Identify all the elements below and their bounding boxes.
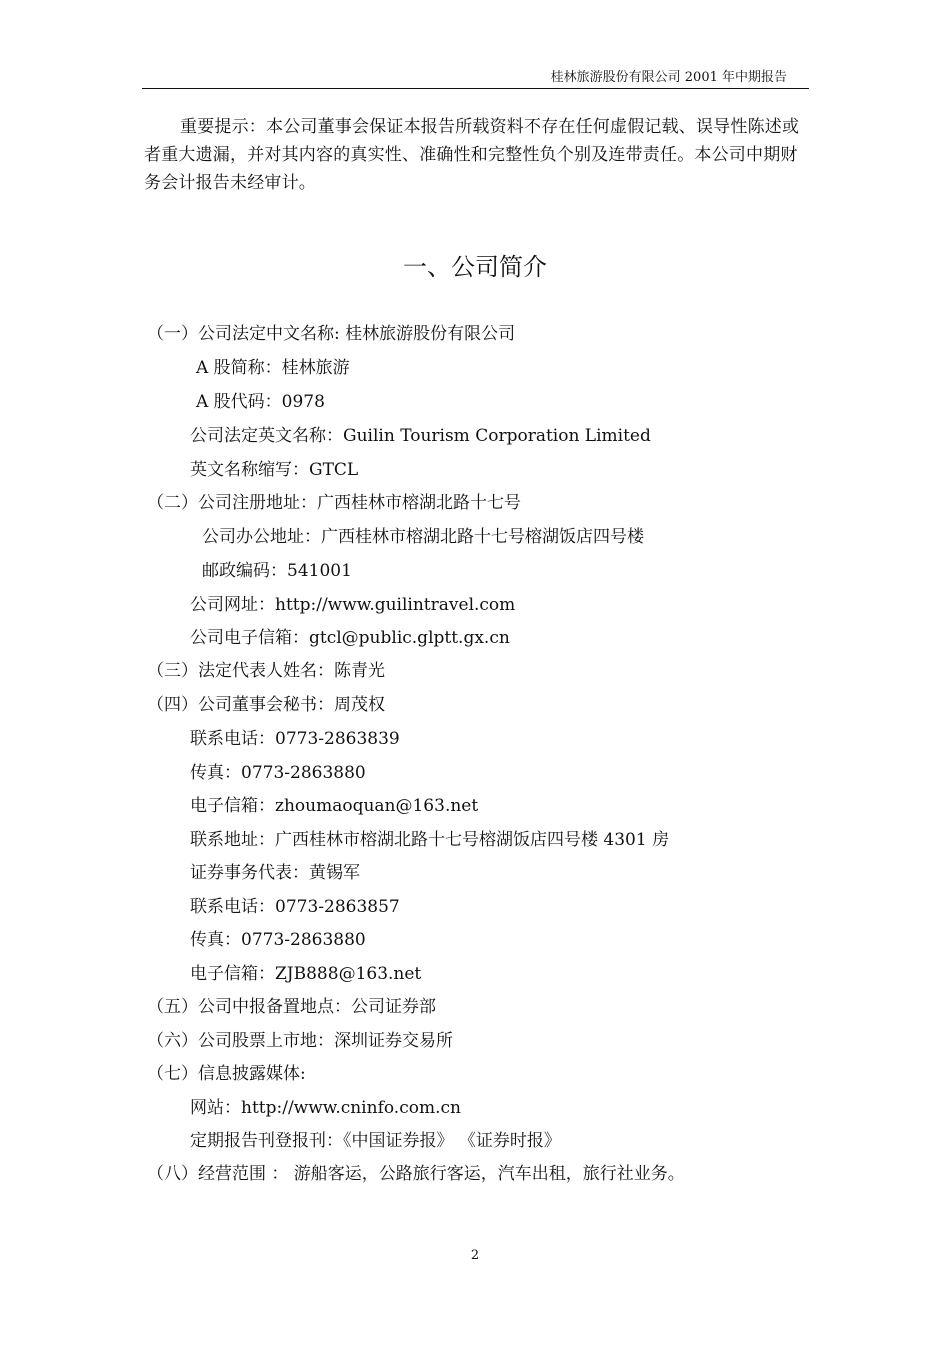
business-scope: （八）经营范围 ： 游船客运，公路旅行客运，汽车出租，旅行社业务。 [147,1164,685,1184]
secretary-email: 电子信箱：zhoumaoquan@163.net [190,796,479,816]
company-email: 公司电子信箱：gtcl@public.glptt.gx.cn [190,628,510,648]
contact-address: 联系地址：广西桂林市榕湖北路十七号榕湖饭店四号楼 4301 房 [190,830,670,850]
disclosure-website: 网站：http://www.cninfo.com.cn [190,1098,461,1118]
a-share-code: A 股代码：0978 [196,392,325,412]
securities-representative: 证券事务代表：黄锡军 [190,863,360,883]
page-number: 2 [470,1248,480,1263]
postal-code: 邮政编码：541001 [202,561,352,581]
section-title: 一、公司简介 [403,253,547,281]
report-location: （五）公司中报备置地点：公司证券部 [147,997,436,1017]
representative-email: 电子信箱：ZJB888@163.net [190,964,422,984]
header-divider [142,88,809,89]
secretary-phone: 联系电话：0773-2863839 [190,729,400,749]
disclosure-newspapers: 定期报告刊登报刊：《中国证券报》 《证券时报》 [190,1131,561,1151]
stock-exchange: （六）公司股票上市地：深圳证券交易所 [147,1031,453,1051]
company-name-en: 公司法定英文名称：Guilin Tourism Corporation Limited [190,426,651,446]
representative-phone: 联系电话：0773-2863857 [190,897,400,917]
office-address: 公司办公地址：广西桂林市榕湖北路十七号榕湖饭店四号楼 [202,527,644,547]
notice-text: 重要提示：本公司董事会保证本报告所载资料不存在任何虚假记载、误导性陈述或者重大遗漏，并对其内容的真实性、准确性和完整性负个别及连带责任。本公司中期财务会计报告未经审计。 [144,117,800,193]
company-name-cn: （一）公司法定中文名称: 桂林旅游股份有限公司 [147,324,516,344]
company-name-abbr: 英文名称缩写：GTCL [190,460,359,480]
important-notice [144,113,806,197]
representative-fax: 传真：0773-2863880 [190,930,366,950]
a-share-short-name: A 股简称：桂林旅游 [196,358,350,378]
disclosure-media: （七）信息披露媒体: [147,1064,306,1084]
registered-address: （二）公司注册地址：广西桂林市榕湖北路十七号 [147,493,521,513]
header-title: 桂林旅游股份有限公司 2001 年中期报告 [550,70,787,85]
legal-representative: （三）法定代表人姓名：陈青光 [147,661,385,681]
board-secretary: （四）公司董事会秘书：周茂权 [147,695,385,715]
company-website: 公司网址：http://www.guilintravel.com [190,595,516,615]
secretary-fax: 传真：0773-2863880 [190,763,366,783]
